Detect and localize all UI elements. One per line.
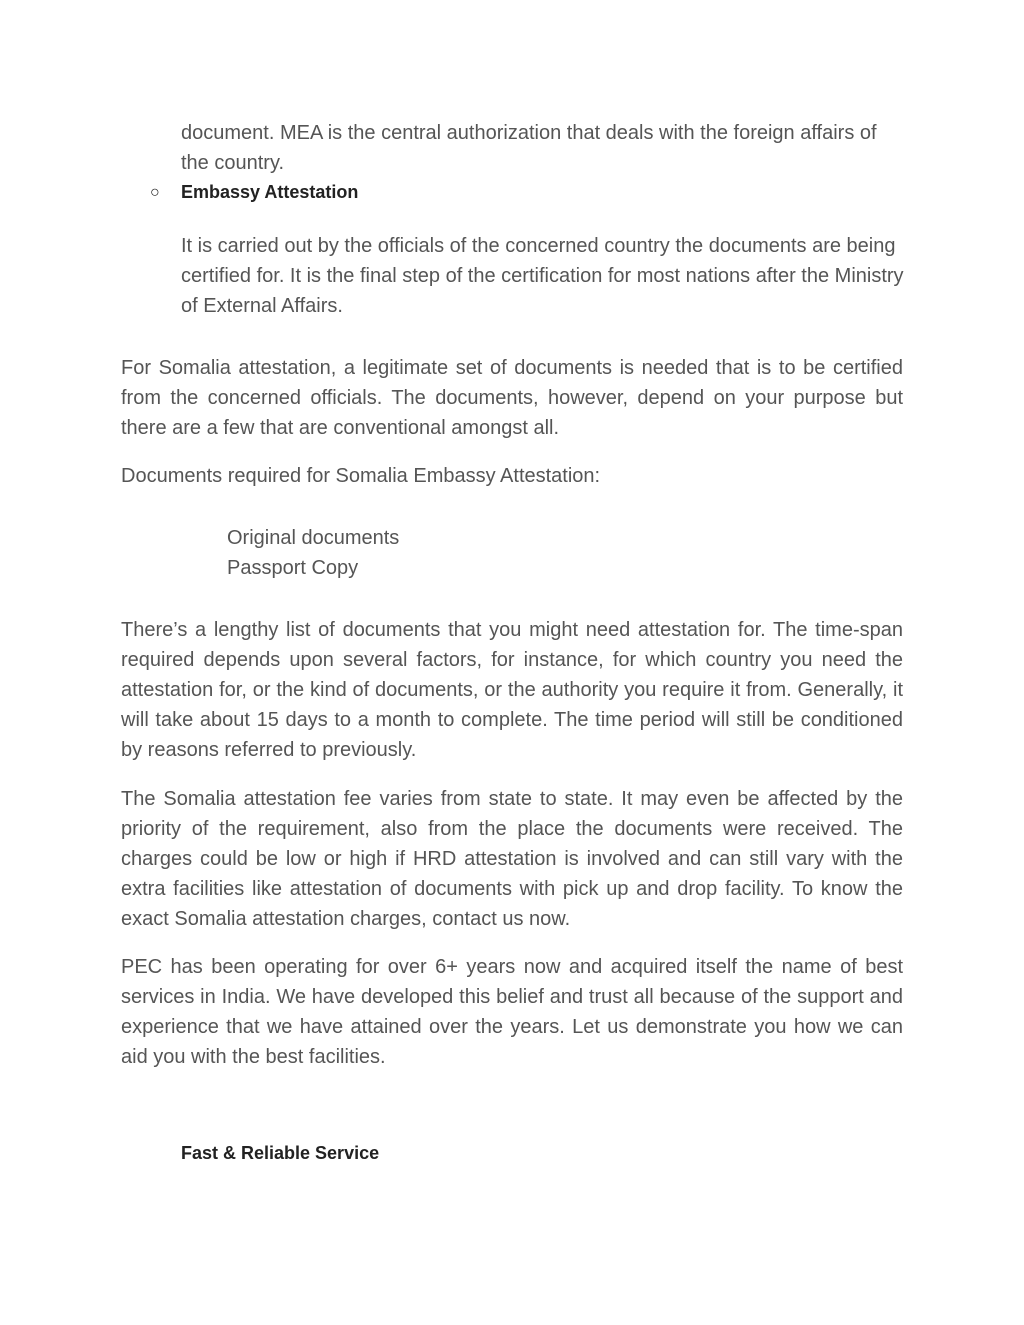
mea-continuation-paragraph: document. MEA is the central authorization that deals with the foreign affairs of the country. [181, 122, 877, 174]
bullet-circle-icon: ○ [150, 184, 160, 201]
list-item: Original documents [227, 527, 400, 549]
documents-needed-paragraph: For Somalia attestation, a legitimate set of documents is needed that is to be certified from the concerned officials. The documents, however, depend on your purpose but there are a few that are conventional amongst all. [121, 357, 903, 439]
list-item: Passport Copy [227, 557, 359, 579]
embassy-attestation-description: It is carried out by the officials of the concerned country the documents are being certified for. It is the final step of the certification for most nations after the Ministry of External Affairs. [181, 235, 904, 317]
timespan-paragraph: There’s a lengthy list of documents that you might need attestation for. The time-span required depends upon several factors, for instance, for which country you need the attestation for, or the kind of documents, or the authority you require it from. Generally, it will take about 15 days to a month to complete. The time period will still be conditioned by reasons referred to previously. [121, 619, 903, 761]
fee-paragraph: The Somalia attestation fee varies from state to state. It may even be affected by the priority of the requirement, also from the place the documents were received. The charges could be low or high if HRD attestation is involved and can still vary with the extra facilities like attestation of documents with pick up and drop facility. To know the exact Somalia attestation charges, contact us now. [121, 788, 903, 930]
fast-reliable-service-heading: Fast & Reliable Service [181, 1143, 380, 1163]
pec-paragraph: PEC has been operating for over 6+ years now and acquired itself the name of best services in India. We have developed this belief and trust all because of the support and experience that we have attained over the years. Let us demonstrate you how we can aid you with the best facilities. [121, 956, 903, 1068]
documents-required-label: Documents required for Somalia Embassy Attestation: [121, 465, 601, 487]
embassy-attestation-heading: Embassy Attestation [181, 182, 359, 202]
